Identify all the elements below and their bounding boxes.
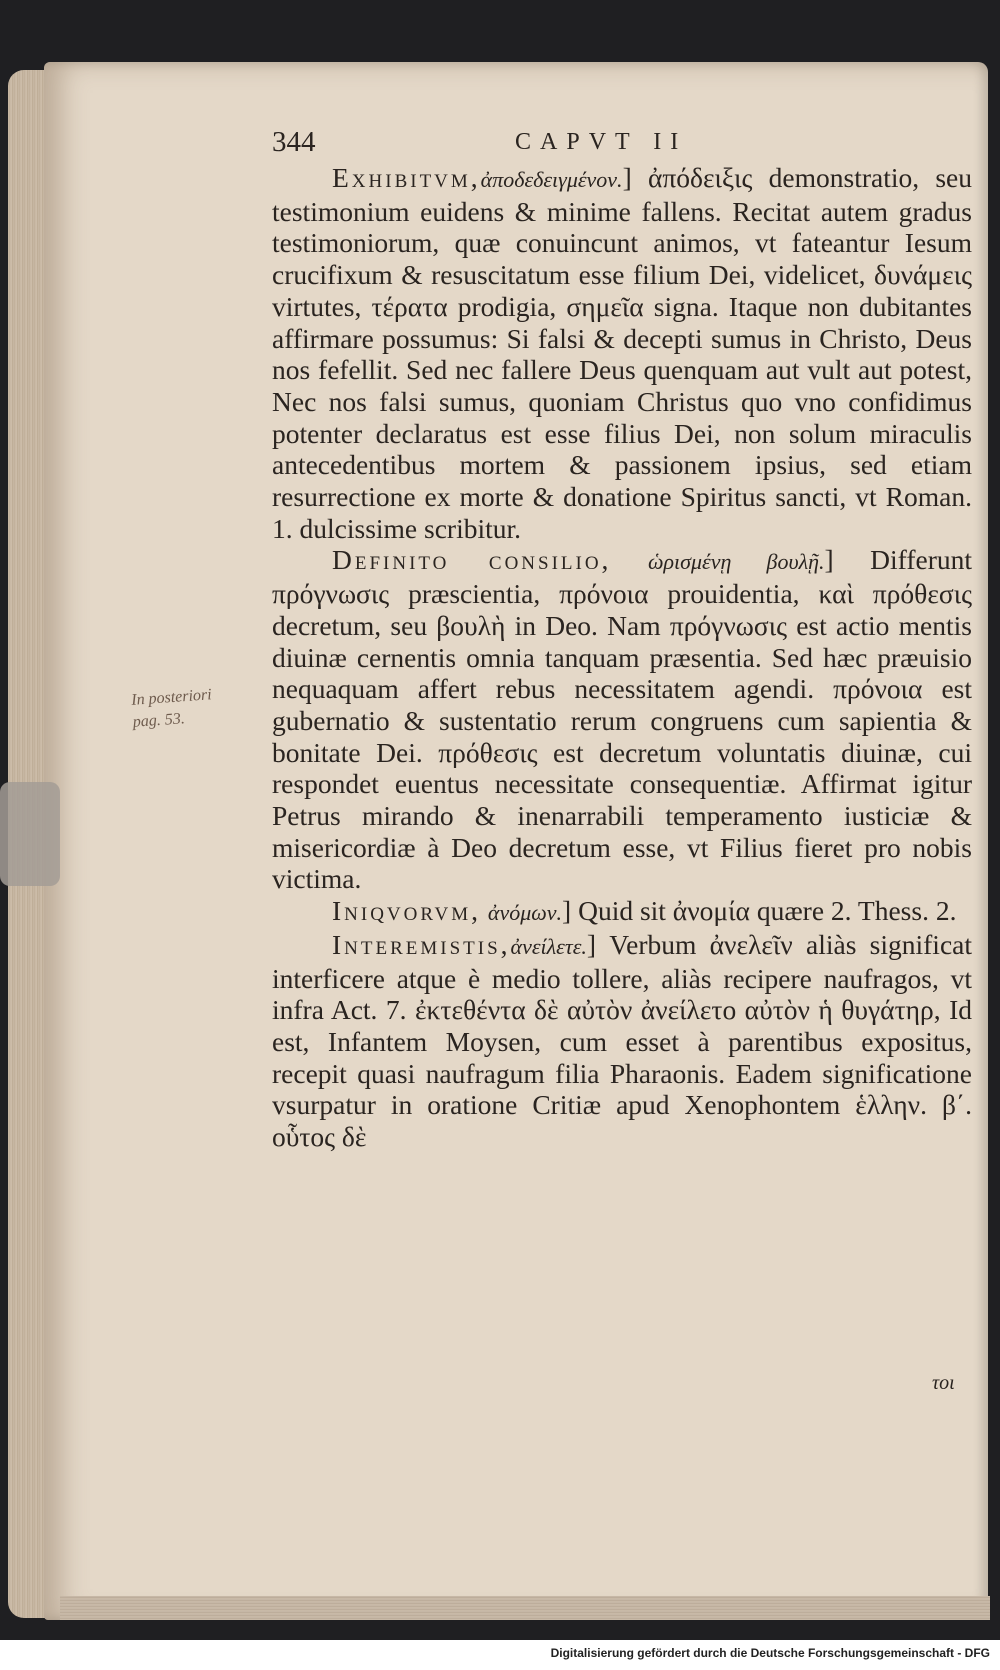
running-head: CAPVT II [515,129,688,155]
greek-term: ἀνόμων. [487,900,563,926]
paragraph-text: ] Verbum ἀνελεῖν aliàs significat interficere atque è medio tollere, aliàs recipere naufragos, vt infra Act. 7. ἐκτεθέντα δὲ αὐτὸν ἀνείλετο αὐτὸν ἡ θυγάτηρ, Id est, Infantem Moysen, cum esset à parentibus expositus, recepit quasi naufragum filia Pharaonis. Eadem significatione vsurpatur in oratione Critiæ apud Xenophontem ἑλλην. β΄. οὗτος δὲ [272,928,972,1153]
page-bottom-edge [60,1596,990,1620]
footer-credit [0,1646,1000,1666]
body-text [272,162,972,1153]
paragraph-text: ] Quid sit ἀνομία quære 2. Thess. 2. [562,895,957,927]
lemma: Interemistis, [332,928,511,960]
catchword: τοι [932,1372,955,1394]
footer-credit-text: Digitalisierung gefördert durch die Deutsche Forschungsgemeinschaft - DFG [550,1646,990,1660]
paragraph-iniquorum [272,895,972,929]
lemma: Exhibitvm, [332,162,481,193]
greek-term: ἀνείλετε. [510,933,587,959]
lemma: Definito consilio, [332,544,612,576]
page-header [272,126,972,160]
greek-term: ὡρισμένῃ βουλῇ. [647,549,825,575]
paragraph-exhibitum [272,162,972,544]
page-number: 344 [272,126,316,158]
handwritten-margin-note: In posteriori pag. 53. [130,686,213,731]
bookmark-tab [0,782,60,886]
greek-term: ἀποδεδειγμένον. [480,167,623,192]
paragraph-text: ] ἀπόδειξις demonstratio, seu testimonium euidens & minime fallens. Recitat autem gradus testimoniorum, quæ conuincunt animos, vt fateantur Iesum crucifixum & resuscitatum esse filium Dei, videlicet, δυνάμεις virtutes, τέρατα prodigia, σημεῖα signa. Itaque non dubitantes affirmare possumus: Si falsi & decepti sumus in Christo, Deus nos fefellit. Sed nec fallere Deus quenquam aut vult aut potest, Nec nos falsi sumus, quoniam Christus quo vno confidimus potenter declaratus est esse filius Dei, non solum miraculis antecedentibus mortem & passionem ipsius, sed etiam resurrectione ex morte & donatione Spiritus sancti, vt Roman. 1. dulcissime scribitur. [272,162,972,544]
paragraph-text: ] Differunt πρόγνωσις præscientia, πρόνοια prouidentia, καὶ πρόθεσις decretum, seu βουλὴ in Deo. Nam πρόγνωσις est actio mentis diuinæ cernentis omnia tanquam præsentia. Sed hæc præuisio nequaquam affert rebus necessitatem agendi. πρόνοια est gubernatio & sustentatio rerum congruens cum sapientia & bonitate Dei. πρόθεσις est decretum voluntatis diuinæ, cui respondet euentus necessitate consequentiæ. Affirmat igitur Petrus mirando & inenarrabili temperamento iusticiæ & misericordiæ à Deo decretum esse, vt Filius fieret pro nobis victima. [272,544,972,895]
paragraph-interemistis [272,929,972,1153]
paragraph-definito-consilio [272,544,972,895]
lemma: Iniqvorvm, [332,895,482,927]
